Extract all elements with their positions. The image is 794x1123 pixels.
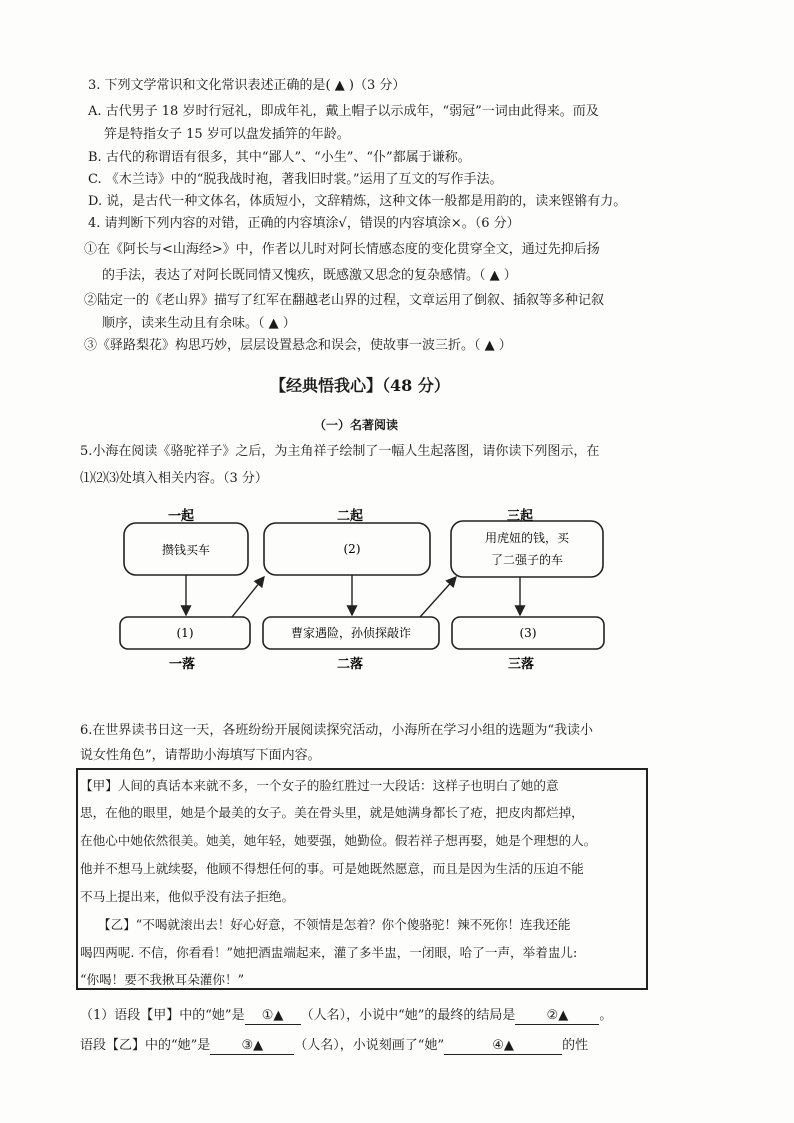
top-box-1-text: 攒钱买车 (161, 543, 211, 557)
passage-jia-line1: 【甲】人间的真话本来就不多，一个女子的脸红胜过一大段话：这样子也明白了她的意 (80, 778, 559, 793)
q4-item1-line2: 的手法，表达了对阿长既同情又愧疚，既感激又思念的复杂感情。（ ▲ ） (102, 268, 517, 283)
answer2-middle: （人名），小说刻画了“她” (294, 1038, 445, 1053)
q3-stem: 3. 下列文学常识和文化常识表述正确的是( ▲ )（3 分） (88, 78, 406, 93)
passage-jia-line4: 他并不想马上就续娶，他顾不得想任何的事。可是她既然愿意，而且是因为生活的压迫不能 (80, 861, 584, 876)
top-box-2-text: (2) (343, 542, 361, 556)
rise-label-2: 二起 (336, 509, 364, 524)
q3-option-c: C. 《木兰诗》中的“脱我战时袍，著我旧时裳。”运用了互文的写作手法。 (88, 172, 503, 187)
answer2-end: 的性 (562, 1038, 589, 1053)
q4-item2-line1: ②陆定一的《老山界》描写了红军在翻越老山界的过程，文章运用了倒叙、插叙等多种记叙 (84, 293, 605, 308)
q5-stem-line2: ⑴⑵⑶处填入相关内容。（3 分） (80, 471, 268, 486)
q4-stem: 4. 请判断下列内容的对错，正确的内容填涂√，错误的内容填涂×。（6 分） (88, 216, 520, 231)
q3-option-b: B. 古代的称谓语有很多，其中“鄙人”、“小生”、“仆”都属于谦称。 (88, 150, 471, 165)
answer-blank-3[interactable]: ③▲ (210, 1038, 294, 1055)
rise-label-1: 一起 (167, 509, 195, 524)
bottom-box-3-text: (3) (519, 626, 537, 640)
answer-blank-2[interactable]: ②▲ (515, 1008, 599, 1025)
q6-stem-line2: 说女性角色”，请帮助小海填写下面内容。 (80, 748, 321, 763)
bottom-box-2-text: 曹家遇险，孙侦探敲诈 (290, 626, 412, 640)
fall-label-1: 一落 (168, 657, 196, 672)
top-box-3-text-2: 了二强子的车 (490, 553, 564, 567)
fall-label-2: 二落 (336, 657, 364, 672)
passage-jia-line2: 思，在他的眼里，她是个最美的女子。美在骨头里，就是她满身都长了疮，把皮肉都烂掉， (80, 805, 584, 820)
q3-option-a-line1: A. 古代男子 18 岁时行冠礼，即成年礼，戴上帽子以示成年，“弱冠”一词由此得来。而及 (88, 104, 599, 119)
rise-label-3: 三起 (506, 509, 534, 524)
q4-item3: ③《驿路梨花》构思巧妙，层层设置悬念和误会，使故事一波三折。（ ▲ ） (84, 338, 512, 353)
q3-option-d: D. 说，是古代一种文体名，体质短小，文辞精炼，这种文体一般都是用韵的，读来铿锵有力。 (88, 194, 627, 209)
top-box-3 (451, 521, 603, 577)
fall-label-3: 三落 (507, 657, 535, 672)
passage-jia-line3: 在他心中她依然很美。她美，她年轻，她要强，她勤俭。假若祥子想再娶，她是个理想的人。 (80, 833, 597, 848)
bottom-box-1-text: (1) (176, 626, 194, 640)
answer-blank-1[interactable]: ①▲ (245, 1008, 301, 1025)
arrow-up-2 (420, 577, 456, 617)
section-title: 【经典悟我心】（48 分） (270, 376, 450, 395)
passage-yi-line2: 喝四两呢. 不信，你看看！”她把酒盅端起来，灌了多半盅，一闭眼，哈了一声，举着盅儿: (80, 945, 578, 960)
q3-option-a-line2: 笄是特指女子 15 岁可以盘发插笄的年龄。 (104, 127, 350, 142)
sub-title: （一）名著阅读 (314, 418, 399, 432)
q4-item1-line1: ①在《阿长与<山海经>》中，作者以儿时对阿长情感态度的变化贯穿全文，通过先抑后扬 (84, 242, 600, 257)
q5-stem-line1: 5.小海在阅读《骆驼祥子》之后，为主角祥子绘制了一幅人生起落图，请你读下列图示，在 (80, 444, 600, 459)
answer1-prefix: （1）语段【甲】中的“她”是 (80, 1008, 245, 1023)
q4-item2-line2: 顺序，读来生动且有余味。（ ▲ ） (102, 316, 296, 331)
top-box-3-text-1: 用虎妞的钱，买 (484, 531, 570, 545)
q6-answer-line1 (80, 1008, 612, 1025)
passage-yi-line3: “你喝！要不我揪耳朵灌你！” (80, 972, 245, 987)
arrow-up-1 (232, 577, 264, 617)
passage-jia-line5: 不马上提出来，他似乎没有法子拒绝。 (80, 889, 295, 904)
answer1-middle: （人名），小说中“她”的最终的结局是 (300, 1008, 516, 1023)
answer1-end: 。 (599, 1008, 613, 1023)
q6-stem-line1: 6.在世界读书日这一天，各班纷纷开展阅读探究活动，小海所在学习小组的选题为“我读小 (80, 723, 594, 738)
answer2-prefix: 语段【乙】中的“她”是 (80, 1038, 211, 1053)
answer-blank-4[interactable]: ④▲ (444, 1038, 562, 1055)
q6-answer-line2 (80, 1038, 588, 1055)
passage-yi-line1: 【乙】“不喝就滚出去！好心好意，不领情是怎着？你个傻骆驼！辣不死你！连我还能 (98, 917, 571, 932)
